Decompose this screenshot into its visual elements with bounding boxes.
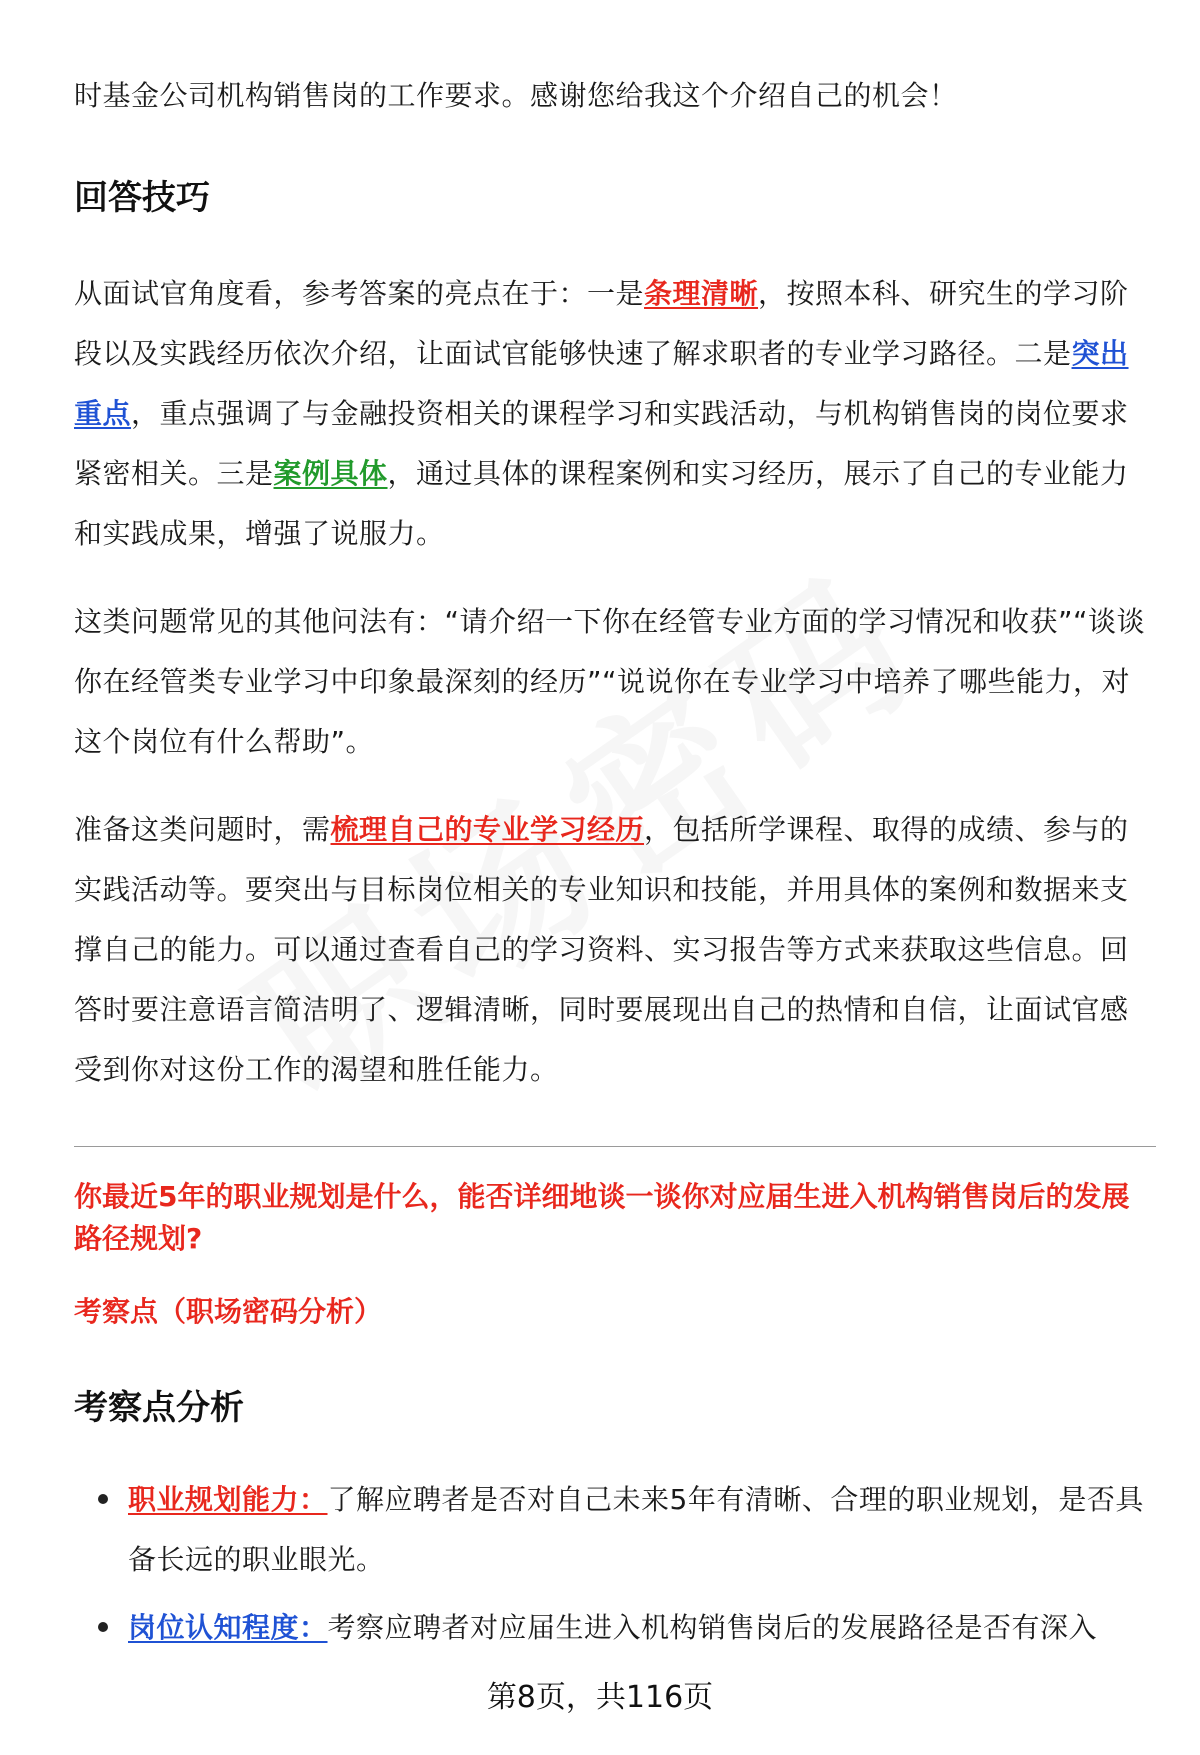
highlight-study-experience: 梳理自己的专业学习经历 <box>330 813 645 846</box>
text-run: ，通过具体的课程案例和实习经历，展示了自己的专业能力和实践成果，增强了说服力。 <box>74 457 1129 550</box>
text-run: ，重点强调了与金融投资相关的课程学习和实践活动，与机构销售岗的岗位要求紧密相关。三是 <box>74 397 1129 490</box>
list-item-label: 职业规划能力： <box>128 1483 328 1516</box>
text-run: 准备这类问题时，需 <box>74 813 331 846</box>
list-item-label: 岗位认知程度： <box>128 1611 328 1644</box>
tips-paragraph-1 <box>74 264 1156 564</box>
section-divider <box>74 1146 1156 1147</box>
highlight-clear-structure: 条理清晰 <box>644 277 759 310</box>
list-item <box>74 1598 1156 1658</box>
highlight-concrete-cases: 案例具体 <box>273 457 388 490</box>
tips-paragraph-3 <box>74 800 1156 1100</box>
text-run: ，按照本科、研究生的学习阶段以及实践经历依次介绍，让面试官能够快速了解求职者的专业学习路径。二是 <box>74 277 1129 370</box>
bullet-icon <box>98 1622 108 1632</box>
analysis-heading: 考察点分析 <box>74 1388 244 1428</box>
highlight-key-points: 突出重点 <box>74 337 1129 430</box>
interview-question: 你最近5年的职业规划是什么，能否详细地谈一谈你对应届生进入机构销售岗后的发展路径规划? <box>74 1180 1130 1255</box>
assessment-subheading: 考察点（职场密码分析） <box>74 1295 383 1328</box>
tips-paragraph-2: 这类问题常见的其他问法有：“请介绍一下你在经管专业方面的学习情况和收获”“谈谈你在经管类专业学习中印象最深刻的经历”“说说你在专业学习中培养了哪些能力，对这个岗位有什么帮助”。 <box>74 605 1146 758</box>
intro-continuation: 时基金公司机构销售岗的工作要求。感谢您给我这个介绍自己的机会！ <box>74 79 958 112</box>
text-run: ，包括所学课程、取得的成绩、参与的实践活动等。要突出与目标岗位相关的专业知识和技能，并用具体的案例和数据来支撑自己的能力。可以通过查看自己的学习资料、实习报告等方式来获取这些信息。回答时要注意语言简洁明了、逻辑清晰，同时要展现出自己的热情和自信，让面试官感受到你对这份工作的渴望和胜任能力。 <box>74 813 1129 1086</box>
bullet-icon <box>98 1494 108 1504</box>
list-item-text: 考察应聘者对应届生进入机构销售岗后的发展路径是否有深入 <box>327 1611 1098 1644</box>
list-item <box>74 1470 1156 1590</box>
text-run: 从面试官角度看，参考答案的亮点在于：一是 <box>74 277 645 310</box>
list-item-text: 了解应聘者是否对自己未来5年有清晰、合理的职业规划，是否具备长远的职业眼光。 <box>128 1483 1144 1576</box>
page-number: 第8页，共116页 <box>486 1680 714 1715</box>
analysis-list <box>74 1470 1156 1658</box>
tips-heading: 回答技巧 <box>74 178 210 218</box>
